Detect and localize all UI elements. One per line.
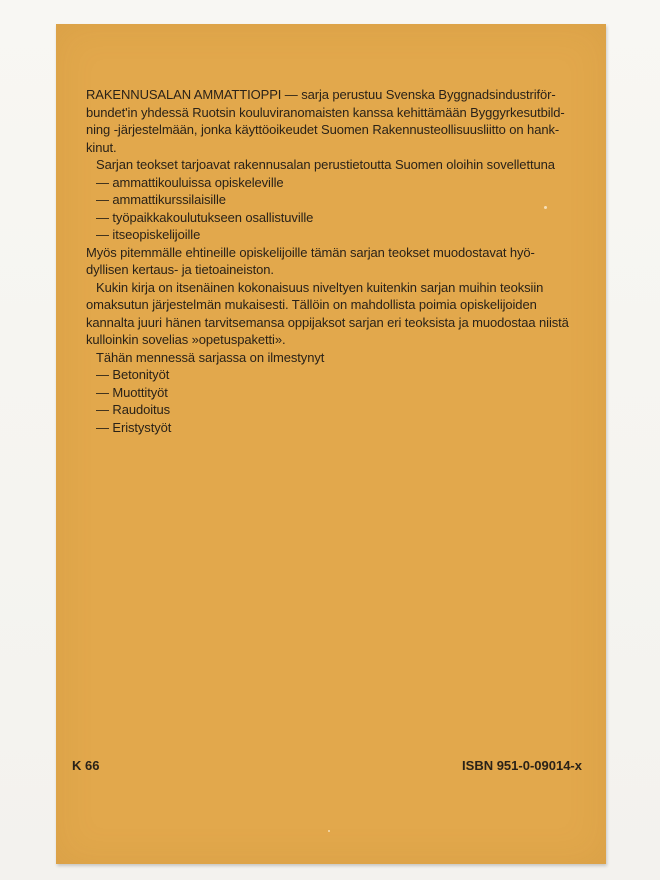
audience-item: — ammattikurssilaisille: [96, 192, 226, 207]
structure-paragraph: Kukin kirja on itsenäinen kokonaisuus niveltyen kuitenkin sarjan muihin teoksiin omaksutun järjestelmän mukaisesti. Tällöin on mahdollista poimia opiskelijoiden kannalta juuri hänen tarvitsemansa oppijaksot sarjan eri teoksista ja muodostaa niistä kulloinkin sovelias »opetuspaketti».: [86, 279, 569, 347]
blurb-text: [86, 86, 586, 436]
published-item: — Raudoitus: [96, 402, 171, 417]
book-back-cover: [56, 24, 606, 864]
audience-item: — itseopiskelijoille: [96, 227, 201, 242]
series-title: RAKENNUSALAN AMMATTIOPPI: [86, 87, 282, 102]
published-item: — Muottityöt: [96, 384, 168, 400]
paper-speck: [328, 830, 330, 832]
audience-item: — ammattikouluissa opiskeleville: [96, 174, 284, 190]
published-item: — Betonityöt: [96, 367, 170, 382]
published-lead: Tähän mennessä sarjassa on ilmestynyt: [96, 349, 325, 365]
isbn-number: ISBN 951-0-09014-x: [462, 758, 582, 773]
advanced-paragraph: Myös pitemmälle ehtineille opiskelijoille tämän sarjan teokset muodostavat hyö- dyllisen kertaus- ja tietoaineiston.: [86, 244, 535, 277]
published-item: — Eristystyöt: [96, 419, 172, 435]
audience-lead: Sarjan teokset tarjoavat rakennusalan perustietoutta Suomen oloihin sovellettuna: [96, 157, 555, 172]
intro-paragraph: RAKENNUSALAN AMMATTIOPPI — sarja perustuu Svenska Byggnadsindustriför- bundet'in yhdessä Ruotsin kouluviranomaisten kanssa kehittämään Byggyrkesutbild- ning -järjestelmään, jonka käyttöoikeudet Suomen Rakennusteollisuusliitto on hank- kinut.: [86, 87, 565, 155]
audience-item: — työpaikkakoulutukseen osallistuville: [96, 209, 314, 225]
catalog-code: K 66: [72, 758, 100, 773]
